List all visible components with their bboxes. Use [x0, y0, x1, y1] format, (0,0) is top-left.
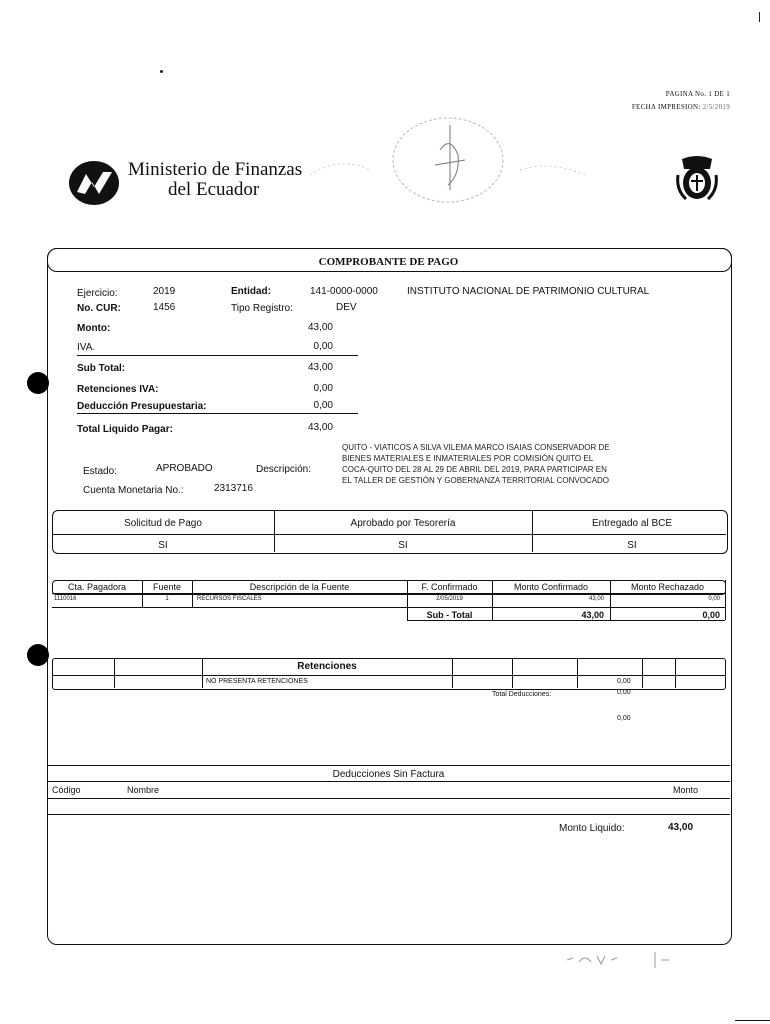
page-label: PAGINA No. — [665, 90, 707, 98]
ministry-name-line2: del Ecuador — [168, 179, 260, 200]
entidad-label: Entidad: — [231, 286, 271, 297]
source-header-fconfirmado: F. Confirmado — [421, 582, 478, 592]
deducciones-bottom-rule — [47, 814, 730, 815]
ministry-logo — [68, 160, 120, 211]
print-date — [580, 103, 730, 111]
subtotal-rule — [77, 355, 358, 356]
total-rule — [77, 413, 358, 414]
descripcion-line: BIENES MATERIALES E INMATERIALES POR COMISIÓN QUITO EL — [342, 454, 594, 463]
source-header-cta: Cta. Pagadora — [67, 582, 127, 592]
source-subtotal-confirmado: 43,00 — [581, 610, 604, 620]
monto-value: 43,00 — [307, 322, 333, 333]
retenciones-title: Retenciones — [297, 661, 357, 672]
tipo-value: DEV — [336, 302, 357, 313]
retenciones-row-text: NO PRESENTA RETENCIONES — [206, 678, 308, 685]
deducciones-title: Deducciones Sin Factura — [332, 769, 445, 780]
monto-liquido-value: 43,00 — [668, 822, 694, 833]
retenciones-extra-value: 0,00 — [617, 715, 631, 722]
ejercicio-value: 2019 — [153, 286, 176, 297]
source-subtotal-label: Sub - Total — [426, 610, 473, 620]
retenciones-rule — [52, 675, 725, 676]
deduccion-value: 0,00 — [313, 400, 333, 411]
status-table-divider — [52, 534, 726, 535]
descripcion-label: Descripción: — [256, 464, 312, 475]
deducciones-top-rule — [47, 765, 730, 766]
deducciones-monto-label: Monto — [673, 785, 699, 795]
ejercicio-label: Ejercicio: — [77, 288, 118, 299]
page-number: 1 — [708, 90, 713, 98]
retenciones-col-divider — [452, 658, 453, 688]
scan-edge-mark — [735, 1020, 770, 1021]
status-header-bce: Entregado al BCE — [591, 518, 673, 529]
cur-value: 1456 — [153, 302, 176, 313]
source-header-monto-rechazado: Monto Rechazado — [630, 582, 705, 592]
ret-iva-label: Retenciones IVA: — [77, 384, 159, 395]
source-cell-cta: 1110016 — [54, 596, 77, 602]
source-cell-fuente: 1 — [165, 596, 169, 602]
source-table-rule — [52, 607, 725, 608]
scan-mark — [759, 12, 760, 22]
punch-hole — [27, 372, 49, 394]
retenciones-row-value: 0,00 — [617, 678, 631, 685]
deducciones-header-rule — [47, 781, 730, 782]
subtotal-value: 43,00 — [307, 362, 333, 373]
deduccion-label: Deducción Presupuestaria: — [77, 401, 207, 412]
scan-speck — [160, 70, 163, 73]
source-cell-monto-rechazado: 0,00 — [708, 596, 720, 602]
coat-of-arms-icon — [676, 155, 718, 203]
status-value-bce: SI — [627, 540, 637, 551]
total-value: 43,00 — [307, 422, 333, 433]
entidad-code: 141-0000-0000 — [310, 286, 378, 297]
status-header-solicitud: Solicitud de Pago — [124, 518, 202, 529]
descripcion-line: QUITO - VIATICOS A SILVA VILEMA MARCO ISAIAS CONSERVADOR DE — [342, 443, 610, 452]
cuenta-label: Cuenta Monetaria No.: — [83, 485, 184, 496]
cur-label: No. CUR: — [77, 303, 121, 314]
retenciones-col-divider — [512, 658, 513, 688]
deducciones-codigo-label: Código — [52, 785, 81, 795]
status-value-tesoreria: SI — [398, 540, 408, 551]
ministry-logo-icon — [68, 160, 120, 206]
retenciones-col-divider — [114, 658, 115, 688]
total-label: Total Liquido Pagar: — [77, 424, 173, 435]
source-table-rule — [407, 620, 725, 621]
iva-value: 0,00 — [313, 341, 333, 352]
retenciones-col-divider — [577, 658, 578, 688]
subtotal-label: Sub Total: — [77, 363, 126, 374]
monto-label: Monto: — [77, 323, 111, 334]
ministry-name-line1: Ministerio de Finanzas — [128, 159, 303, 180]
ministry-name — [128, 160, 302, 200]
total-deducciones-value: 0,00 — [617, 689, 631, 696]
source-header-monto-confirmado: Monto Confirmado — [513, 582, 589, 592]
status-header-tesoreria: Aprobado por Tesorería — [350, 518, 456, 529]
print-date-value: 2/5/2019 — [702, 103, 730, 111]
source-header-fuente: Fuente — [152, 582, 182, 592]
retenciones-table — [52, 658, 725, 688]
punch-hole — [27, 644, 49, 666]
retenciones-col-divider — [642, 658, 643, 688]
source-table — [52, 580, 725, 620]
tipo-label: Tipo Registro: — [231, 303, 293, 314]
source-table-rule — [52, 593, 725, 594]
iva-label: IVA. — [77, 342, 96, 353]
deducciones-header-bottom-rule — [47, 798, 730, 799]
descripcion-line: COCA-QUITO DEL 28 AL 29 DE ABRIL DEL 2019, PARA PARTICIPAR EN — [342, 465, 607, 474]
source-header-descripcion: Descripción de la Fuente — [249, 582, 350, 592]
page-total: 1 — [726, 90, 730, 98]
estado-value: APROBADO — [156, 463, 213, 474]
stamp-signature — [300, 115, 600, 215]
source-cell-descripcion: RECURSOS FISCALES — [197, 596, 262, 602]
source-subtotal-rechazado: 0,00 — [702, 610, 720, 620]
handwritten-mark — [565, 950, 685, 972]
voucher-title: COMPROBANTE DE PAGO — [318, 256, 459, 268]
entidad-name: INSTITUTO NACIONAL DE PATRIMONIO CULTURAL — [407, 286, 650, 297]
estado-label: Estado: — [83, 466, 117, 477]
ret-iva-value: 0,00 — [313, 383, 333, 394]
source-col-divider — [725, 580, 726, 620]
total-deducciones-label: Total Deducciones: — [492, 691, 552, 698]
print-date-label: FECHA IMPRESION: — [631, 103, 701, 111]
descripcion-line: EL TALLER DE GESTIÓN Y GOBERNANZA TERRITORIAL CONVOCADO — [342, 476, 610, 485]
page-info — [600, 90, 730, 98]
source-cell-fconfirmado: 2/05/2019 — [436, 596, 463, 602]
source-cell-monto-confirmado: 43,00 — [588, 596, 604, 602]
retenciones-col-divider — [675, 658, 676, 688]
page-of-label: DE — [714, 90, 725, 98]
monto-liquido-label: Monto Liquido: — [559, 823, 625, 834]
cuenta-value: 2313716 — [214, 483, 253, 494]
descripcion-text — [342, 442, 702, 486]
status-value-solicitud: SI — [158, 540, 168, 551]
deducciones-nombre-label: Nombre — [127, 785, 160, 795]
